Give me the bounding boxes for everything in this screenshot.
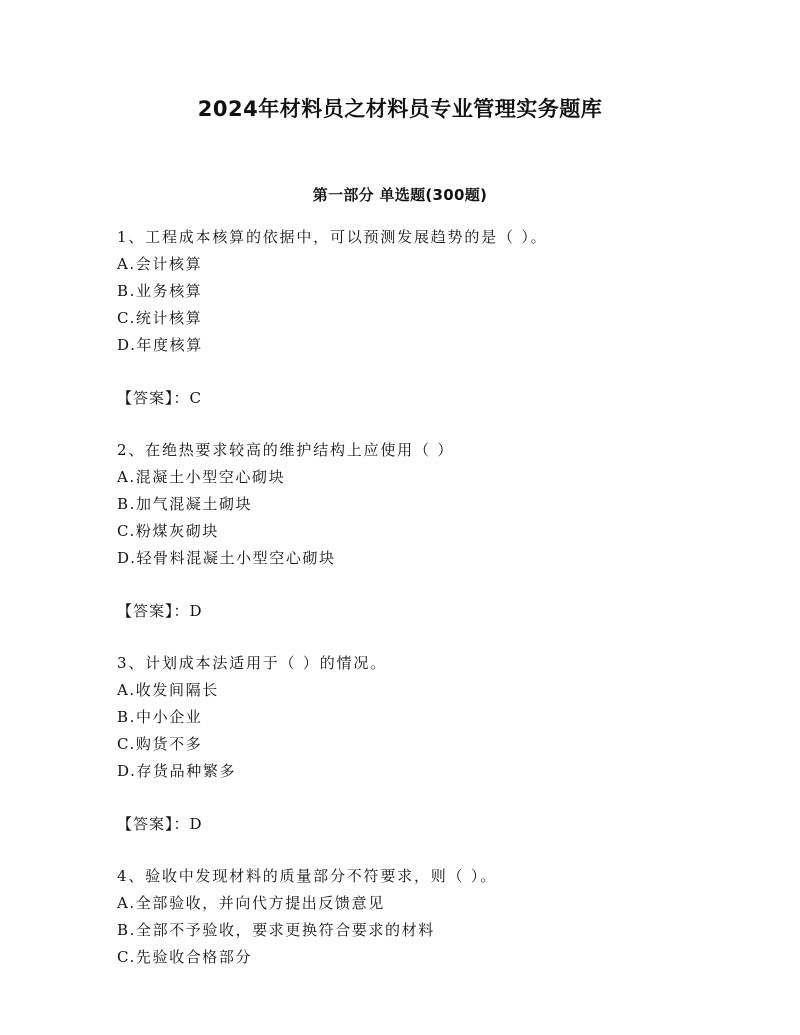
- option-c: C.购货不多: [117, 735, 203, 753]
- section-title: 第一部分 单选题(300题): [312, 186, 488, 204]
- answer-label: 【答案】：D: [117, 815, 203, 833]
- option-a: A.全部验收，并向代方提出反馈意见: [117, 894, 385, 912]
- option-d: D.轻骨料混凝土小型空心砌块: [117, 549, 336, 567]
- question-4: [117, 863, 717, 971]
- option-a: A.混凝土小型空心砌块: [117, 468, 286, 486]
- option-b: B.加气混凝土砌块: [117, 495, 253, 513]
- question-list: [117, 224, 717, 971]
- option-c: C.统计核算: [117, 309, 203, 327]
- question-3: [117, 650, 717, 838]
- question-stem: 4、验收中发现材料的质量部分不符要求，则（ ）。: [117, 867, 498, 885]
- document-title: 2024年材料员之材料员专业管理实务题库: [197, 97, 603, 121]
- answer-label: 【答案】：D: [117, 602, 203, 620]
- question-stem: 1、工程成本核算的依据中，可以预测发展趋势的是（ ）。: [117, 228, 548, 246]
- answer-label: 【答案】：C: [117, 389, 202, 407]
- option-b: B.中小企业: [117, 708, 203, 726]
- option-b: B.全部不予验收，要求更换符合要求的材料: [117, 921, 435, 939]
- option-b: B.业务核算: [117, 282, 203, 300]
- question-1: [117, 224, 717, 412]
- question-stem: 2、在绝热要求较高的维护结构上应使用（ ）: [117, 441, 455, 459]
- option-a: A.会计核算: [117, 255, 203, 273]
- question-stem: 3、计划成本法适用于（ ）的情况。: [117, 654, 387, 672]
- question-2: [117, 437, 717, 625]
- option-c: C.先验收合格部分: [117, 948, 253, 966]
- option-a: A.收发间隔长: [117, 681, 219, 699]
- option-c: C.粉煤灰砌块: [117, 522, 219, 540]
- option-d: D.年度核算: [117, 336, 203, 354]
- option-d: D.存货品种繁多: [117, 762, 237, 780]
